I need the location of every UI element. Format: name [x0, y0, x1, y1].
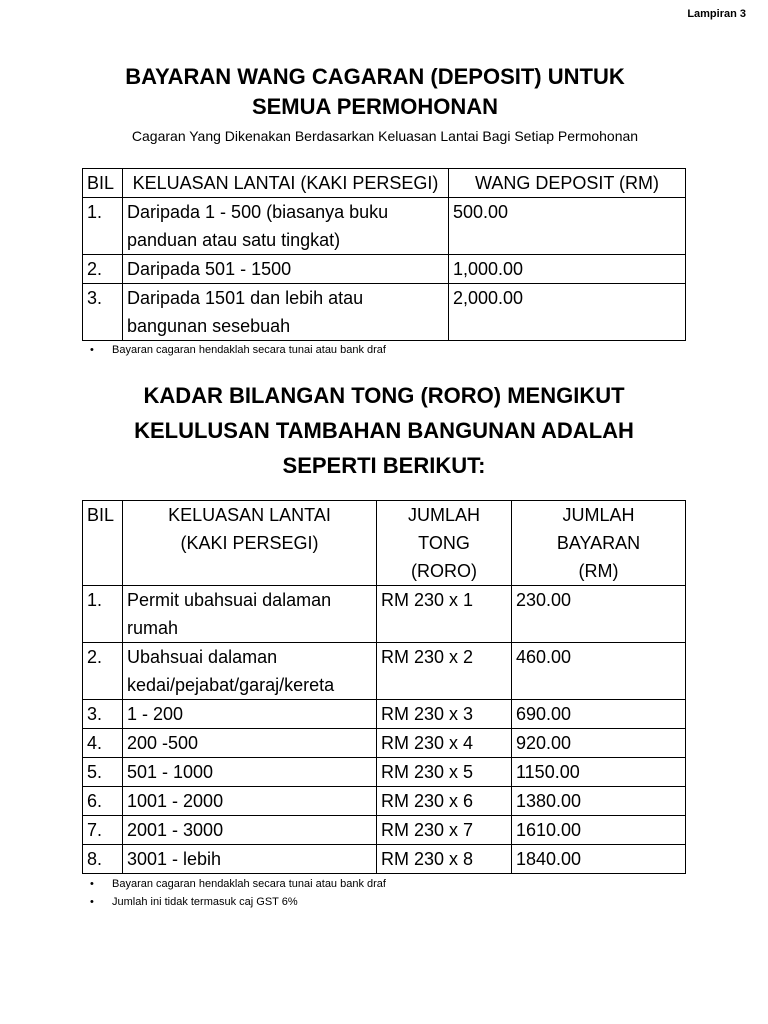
roro-title-line3: SEPERTI BERIKUT: — [282, 453, 486, 478]
header-bil: BIL — [83, 501, 123, 586]
table-row — [83, 787, 686, 816]
row-bil: 7. — [83, 816, 123, 845]
row-area-line: bangunan sesebuah — [127, 316, 291, 336]
table-row — [83, 816, 686, 845]
row-area — [123, 198, 449, 255]
roro-title-line1: KADAR BILANGAN TONG (RORO) MENGIKUT — [143, 383, 625, 408]
appendix-label: Lampiran 3 — [687, 8, 746, 20]
header-area — [123, 501, 377, 586]
deposit-title — [60, 62, 690, 122]
row-payment: 920.00 — [512, 729, 686, 758]
roro-title-line2: KELULUSAN TAMBAHAN BANGUNAN ADALAH — [134, 418, 634, 443]
row-tong: RM 230 x 8 — [377, 845, 512, 874]
deposit-note — [90, 344, 386, 356]
row-payment: 230.00 — [512, 586, 686, 643]
row-area-line: Permit ubahsuai dalaman — [127, 590, 332, 610]
header-payment — [512, 501, 686, 586]
row-area-line: Daripada 1 - 500 (biasanya buku — [127, 202, 389, 222]
header-line: KELUASAN LANTAI — [168, 505, 331, 525]
table-row — [83, 198, 686, 255]
row-bil: 3. — [83, 700, 123, 729]
row-area: 200 -500 — [123, 729, 377, 758]
row-payment: 460.00 — [512, 643, 686, 700]
row-tong: RM 230 x 5 — [377, 758, 512, 787]
row-area-line: panduan atau satu tingkat) — [127, 230, 341, 250]
roro-note-2 — [90, 896, 298, 908]
row-bil: 1. — [83, 586, 123, 643]
row-payment: 1840.00 — [512, 845, 686, 874]
bullet-icon: • — [90, 344, 94, 356]
deposit-table — [82, 168, 686, 341]
row-area: 1001 - 2000 — [123, 787, 377, 816]
header-bil: BIL — [83, 169, 123, 198]
table-row — [83, 758, 686, 787]
header-line: BAYARAN — [556, 533, 641, 553]
header-tong — [377, 501, 512, 586]
row-bil: 1. — [83, 198, 123, 255]
roro-table-header — [83, 501, 686, 586]
row-payment: 1150.00 — [512, 758, 686, 787]
row-bil: 4. — [83, 729, 123, 758]
row-bil: 2. — [83, 255, 123, 284]
row-deposit: 2,000.00 — [449, 284, 686, 341]
row-area-line: kedai/pejabat/garaj/kereta — [127, 675, 335, 695]
row-deposit: 500.00 — [449, 198, 686, 255]
row-payment: 1380.00 — [512, 787, 686, 816]
table-row — [83, 729, 686, 758]
roro-note-1 — [90, 878, 386, 890]
deposit-title-line2: SEMUA PERMOHONAN — [251, 94, 499, 119]
roro-title — [70, 378, 698, 483]
bullet-icon: • — [90, 896, 94, 908]
row-tong: RM 230 x 6 — [377, 787, 512, 816]
row-tong: RM 230 x 7 — [377, 816, 512, 845]
deposit-subtitle: Cagaran Yang Dikenakan Berdasarkan Keluasan Lantai Bagi Setiap Permohonan — [131, 128, 639, 144]
row-area-line: rumah — [127, 618, 179, 638]
note-text: Bayaran cagaran hendaklah secara tunai atau bank draf — [112, 878, 386, 890]
row-area: Daripada 501 - 1500 — [123, 255, 449, 284]
note-text: Jumlah ini tidak termasuk caj GST 6% — [112, 896, 298, 908]
row-area: 501 - 1000 — [123, 758, 377, 787]
header-line: JUMLAH — [407, 505, 480, 525]
row-tong: RM 230 x 3 — [377, 700, 512, 729]
header-line: JUMLAH — [562, 505, 635, 525]
header-line: (RORO) — [411, 561, 477, 581]
row-area-line: Daripada 1501 dan lebih atau — [127, 288, 364, 308]
row-area-line: Ubahsuai dalaman — [127, 647, 278, 667]
table-row — [83, 700, 686, 729]
row-bil: 2. — [83, 643, 123, 700]
header-area: KELUASAN LANTAI (KAKI PERSEGI) — [123, 169, 449, 198]
row-area: 2001 - 3000 — [123, 816, 377, 845]
row-payment: 1610.00 — [512, 816, 686, 845]
roro-table — [82, 500, 686, 874]
header-line: (KAKI PERSEGI) — [180, 533, 319, 553]
row-bil: 6. — [83, 787, 123, 816]
row-tong: RM 230 x 4 — [377, 729, 512, 758]
row-bil: 5. — [83, 758, 123, 787]
row-area: 1 - 200 — [123, 700, 377, 729]
note-text: Bayaran cagaran hendaklah secara tunai atau bank draf — [112, 344, 386, 356]
bullet-icon: • — [90, 878, 94, 890]
row-area — [123, 284, 449, 341]
deposit-title-line1: BAYARAN WANG CAGARAN (DEPOSIT) UNTUK — [125, 64, 625, 89]
header-deposit: WANG DEPOSIT (RM) — [449, 169, 686, 198]
header-line: (RM) — [578, 561, 619, 581]
table-row — [83, 586, 686, 643]
table-row — [83, 255, 686, 284]
row-area: 3001 - lebih — [123, 845, 377, 874]
row-bil: 3. — [83, 284, 123, 341]
header-line: TONG — [418, 533, 470, 553]
row-area — [123, 643, 377, 700]
row-payment: 690.00 — [512, 700, 686, 729]
deposit-table-header — [83, 169, 686, 198]
row-bil: 8. — [83, 845, 123, 874]
row-area — [123, 586, 377, 643]
row-tong: RM 230 x 1 — [377, 586, 512, 643]
table-row — [83, 284, 686, 341]
row-tong: RM 230 x 2 — [377, 643, 512, 700]
table-row — [83, 643, 686, 700]
row-deposit: 1,000.00 — [449, 255, 686, 284]
table-row — [83, 845, 686, 874]
